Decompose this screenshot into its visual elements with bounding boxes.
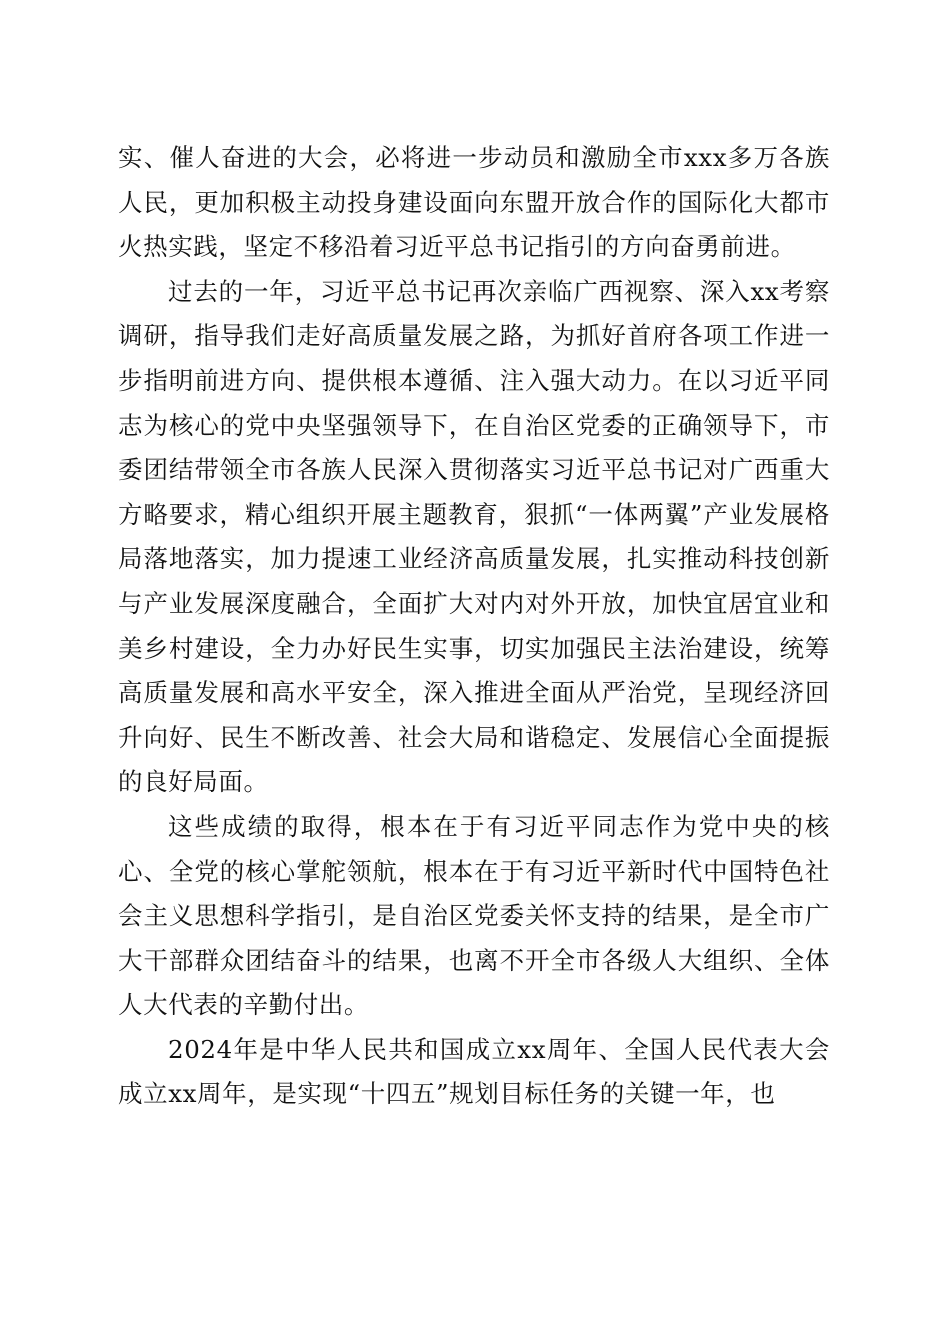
paragraph-2024-outlook: 2024年是中华人民共和国成立xx周年、全国人民代表大会成立xx周年，是实现“十四五”规划目标任务的关键一年，也	[118, 1034, 830, 1109]
paragraph-continuation: 实、催人奋进的大会，必将进一步动员和激励全市xxx多万各族人民，更加积极主动投身建设面向东盟开放合作的国际化大都市火热实践，坚定不移沿着习近平总书记指引的方向奋勇前进。	[118, 143, 830, 262]
document-body	[118, 136, 830, 1117]
paragraph-achievements: 这些成绩的取得，根本在于有习近平同志作为党中央的核心、全党的核心掌舵领航，根本在于有习近平新时代中国特色社会主义思想科学指引，是自治区党委关怀支持的结果，是全市广大干部群众团结奋斗的结果，也离不开全市各级人大组织、全体人大代表的辛勤付出。	[118, 811, 830, 1020]
paragraph-past-year-review: 过去的一年，习近平总书记再次亲临广西视察、深入xx考察调研，指导我们走好高质量发展之路，为抓好首府各项工作进一步指明前进方向、提供根本遵循、注入强大动力。在以习近平同志为核心的党中央坚强领导下，在自治区党委的正确领导下，市委团结带领全市各族人民深入贯彻落实习近平总书记对广西重大方略要求，精心组织开展主题教育，狠抓“一体两翼”产业发展格局落地落实，加力提速工业经济高质量发展，扎实推动科技创新与产业发展深度融合，全面扩大对内对外开放，加快宜居宜业和美乡村建设，全力办好民生实事，切实加强民主法治建设，统筹高质量发展和高水平安全，深入推进全面从严治党，呈现经济回升向好、民生不断改善、社会大局和谐稳定、发展信心全面提振的良好局面。	[118, 276, 830, 797]
